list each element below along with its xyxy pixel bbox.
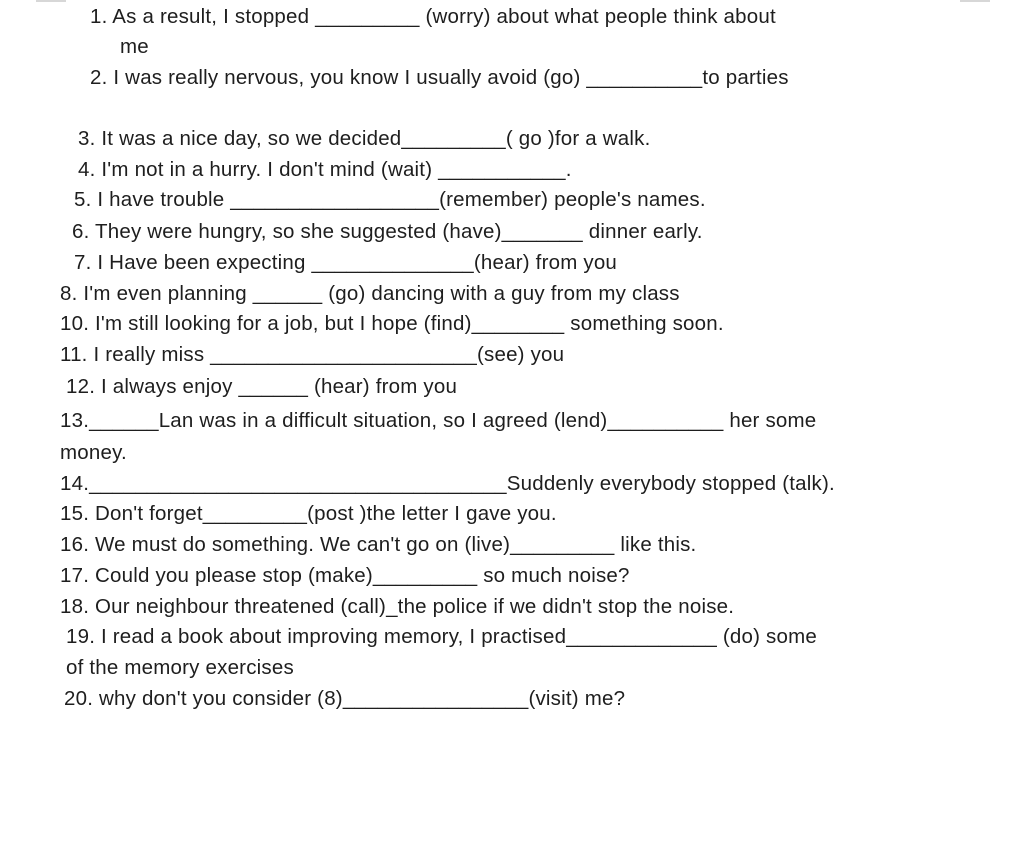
exercise-line-19-cont: of the memory exercises (66, 656, 294, 679)
exercise-line-13-cont: money. (60, 441, 127, 464)
exercise-line-10: 10. I'm still looking for a job, but I hope (find)________ something soon. (60, 312, 724, 335)
exercise-line-12: 12. I always enjoy ______ (hear) from you (66, 375, 458, 398)
exercise-line-6: 6. They were hungry, so she suggested (have)_______ dinner early. (72, 220, 703, 243)
exercise-line-5: 5. I have trouble __________________(remember) people's names. (74, 188, 706, 211)
exercise-line-1-cont: me (120, 35, 149, 58)
exercise-line-16: 16. We must do something. We can't go on (live)_________ like this. (60, 533, 697, 556)
exercise-line-15: 15. Don't forget_________(post )the letter I gave you. (60, 502, 557, 525)
exercise-line-2: 2. I was really nervous, you know I usually avoid (go) __________to parties (90, 66, 789, 89)
exercise-line-20: 20. why don't you consider (8)________________(visit) me? (64, 687, 626, 710)
exercise-line-19: 19. I read a book about improving memory, I practised_____________ (do) some (66, 625, 817, 648)
exercise-line-18: 18. Our neighbour threatened (call)_the police if we didn't stop the noise. (60, 595, 735, 618)
exercise-line-11: 11. I really miss _______________________(see) you (60, 343, 565, 366)
exercise-line-7: 7. I Have been expecting ______________(hear) from you (74, 251, 618, 274)
exercise-line-17: 17. Could you please stop (make)_________ so much noise? (60, 564, 630, 587)
exercise-line-8: 8. I'm even planning ______ (go) dancing with a guy from my class (60, 282, 680, 305)
exercise-line-4: 4. I'm not in a hurry. I don't mind (wait) ___________. (78, 158, 572, 181)
exercise-line-1: 1. As a result, I stopped _________ (worry) about what people think about (90, 5, 776, 28)
exercise-line-3: 3. It was a nice day, so we decided_________( go )for a walk. (78, 127, 651, 150)
exercise-line-13: 13.______Lan was in a difficult situation, so I agreed (lend)__________ her some (60, 409, 817, 432)
exercise-line-14: 14.____________________________________Suddenly everybody stopped (talk). (60, 472, 835, 495)
top-right-edge-mark (960, 0, 990, 2)
top-left-edge-mark (36, 0, 66, 2)
